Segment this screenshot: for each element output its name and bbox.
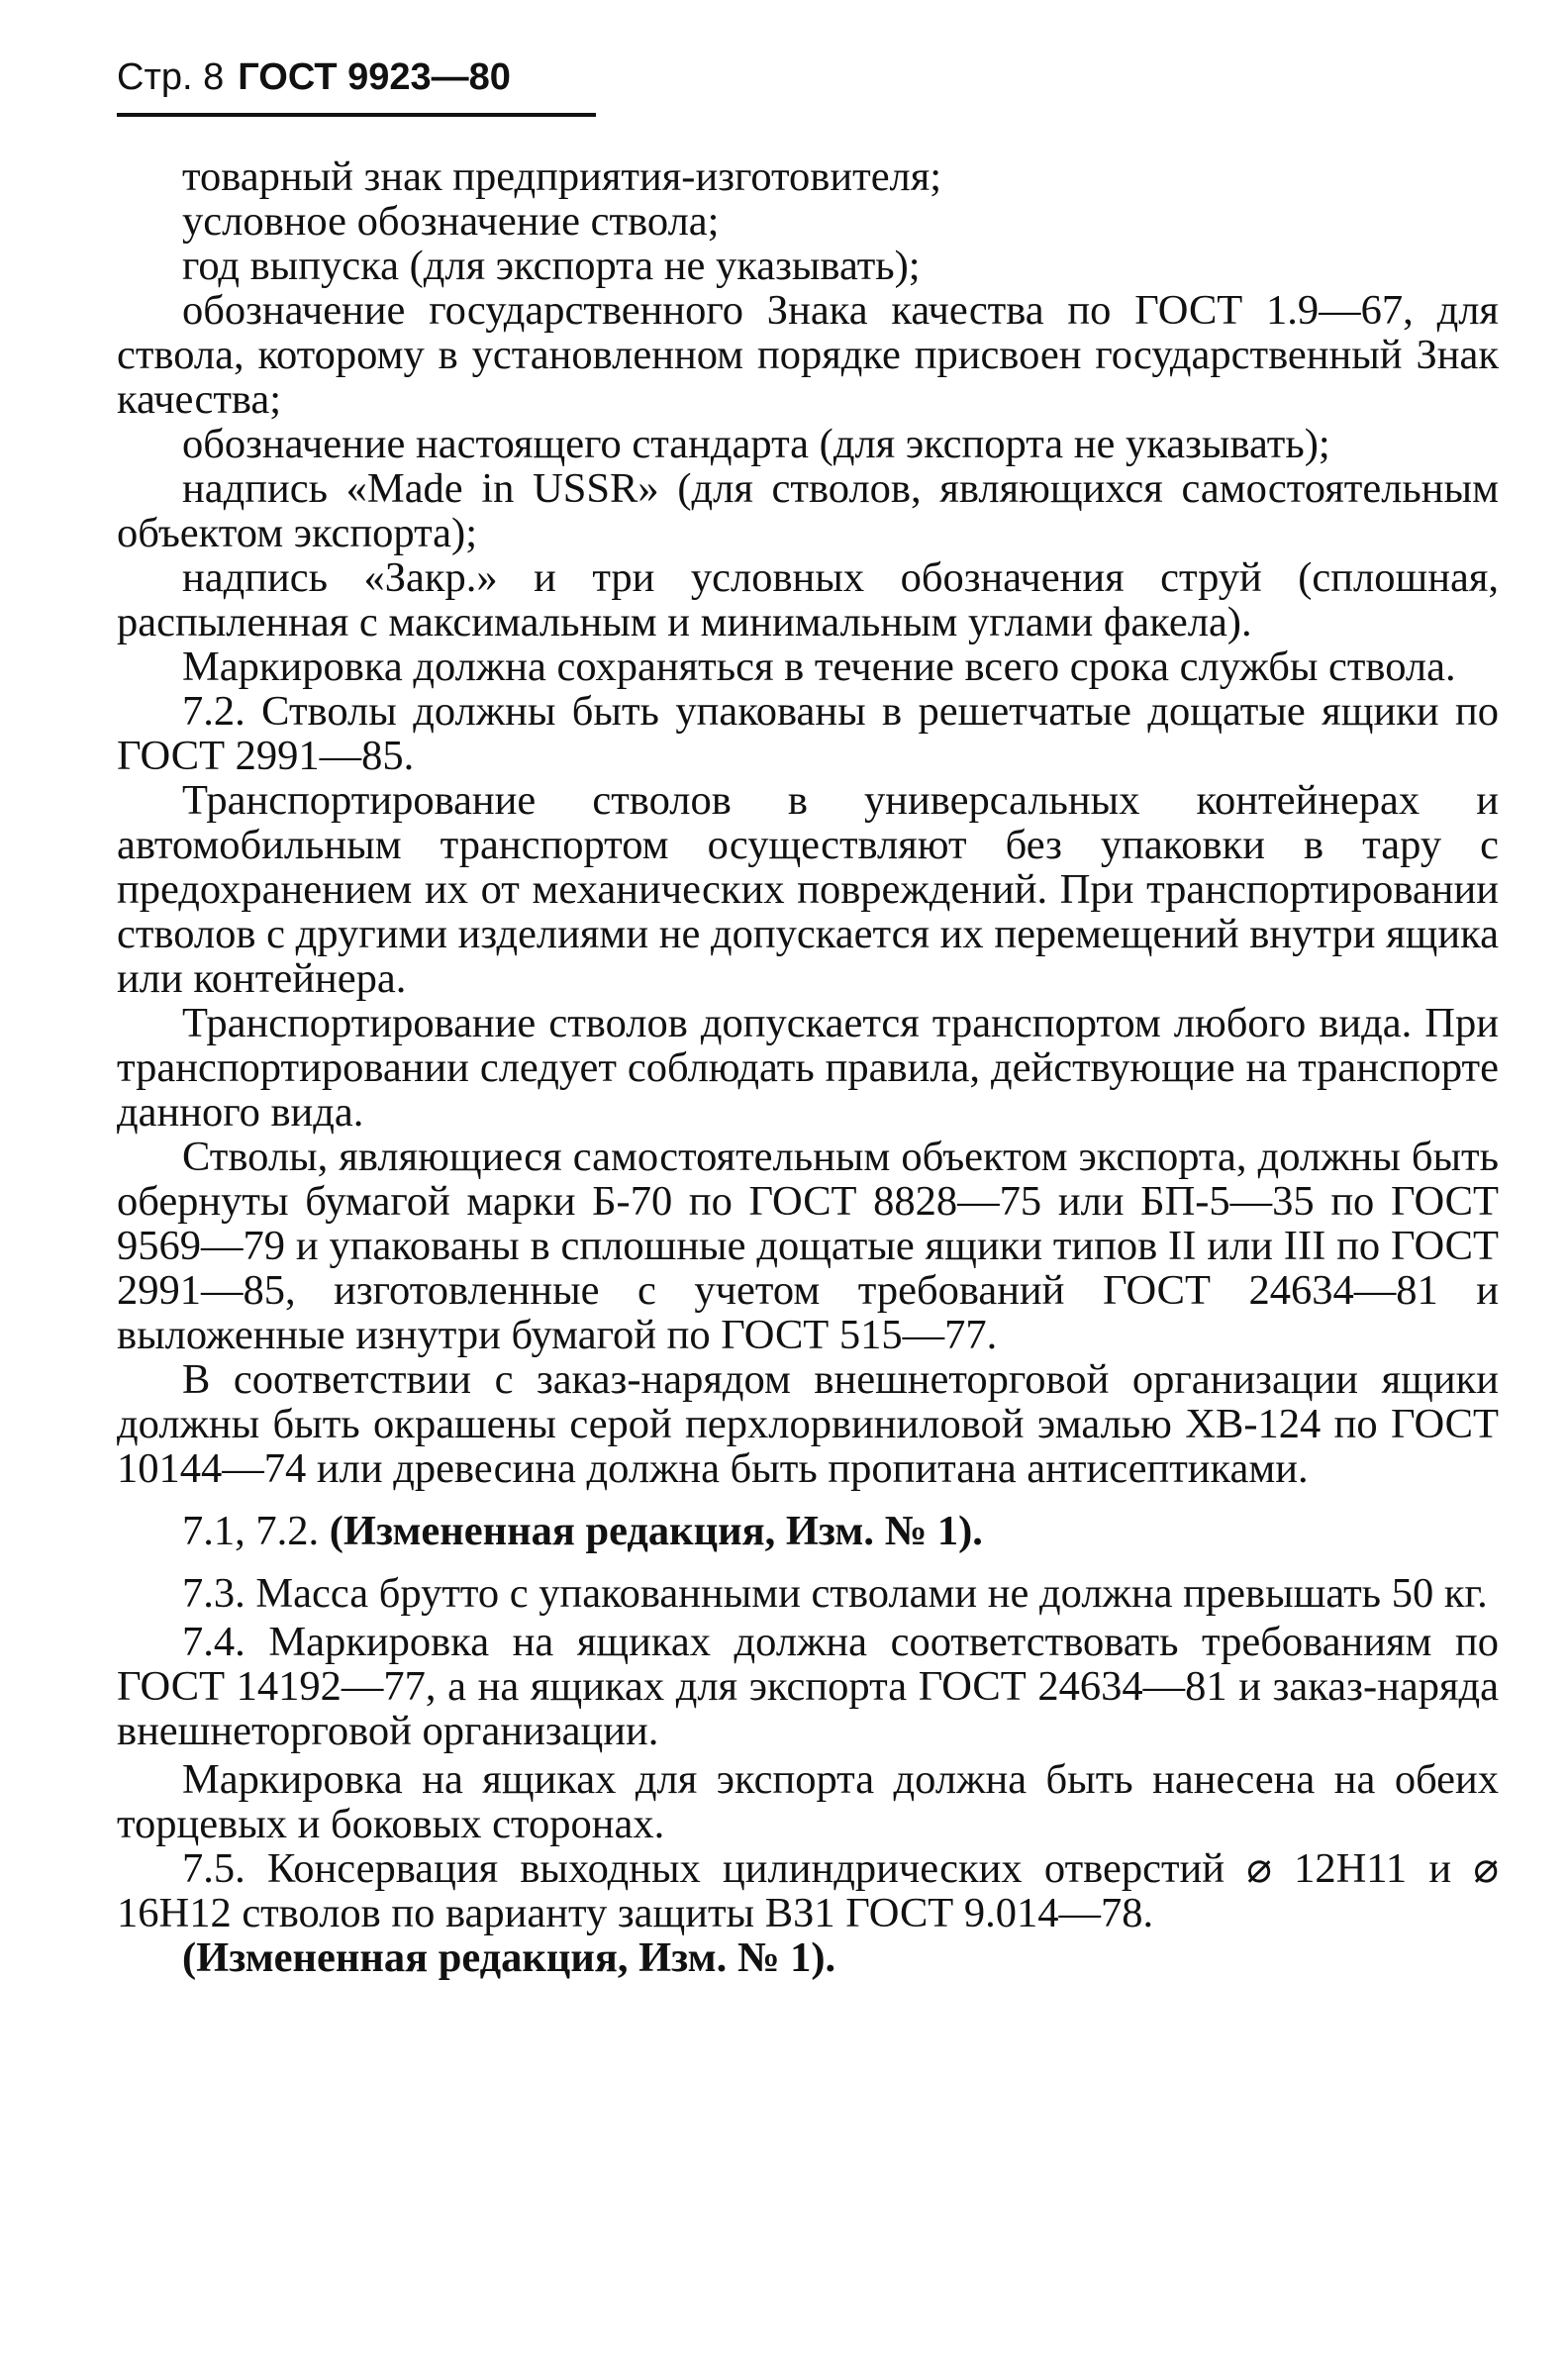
paragraph: условное обозначение ствола;: [182, 198, 720, 245]
page-header: [117, 53, 511, 101]
paragraph: Стволы, являющиеся самостоятельным объектом экспорта, должны быть обернуты бумагой марки Б-70 по ГОСТ 8828—75 или БП-5—35 по ГОСТ 9569—79 и упакованы в сплошные дощатые ящики типов II или III по ГОСТ 2991—85, изготовленные с учетом требований ГОСТ 24634—81 и выложенные изнутри бумагой по ГОСТ 515—77.: [117, 1134, 1499, 1358]
amendment-text: (Измененная редакция, Изм. № 1).: [182, 1934, 836, 1981]
standard-number: ГОСТ 9923—80: [238, 56, 511, 98]
paragraph: 7.2. Стволы должны быть упакованы в решетчатые дощатые ящики по ГОСТ 2991—85.: [117, 688, 1499, 779]
paragraph: В соответствии с заказ-нарядом внешнеторговой организации ящики должны быть окрашены серой перхлорвиниловой эмалью ХВ-124 по ГОСТ 10144—74 или древесина должна быть пропитана антисептиками.: [117, 1356, 1499, 1492]
paragraph: Транспортирование стволов допускается транспортом любого вида. При транспортировании следует соблюдать правила, действующие на транспорте данного вида.: [117, 1000, 1499, 1136]
paragraph: обозначение государственного Знака качества по ГОСТ 1.9—67, для ствола, которому в установленном порядке присвоен государственный Знак качества;: [117, 287, 1499, 423]
paragraph: Маркировка на ящиках для экспорта должна быть нанесена на обеих торцевых и боковых сторонах.: [117, 1756, 1499, 1847]
paragraph: 7.4. Маркировка на ящиках должна соответствовать требованиям по ГОСТ 14192—77, а на ящиках для экспорта ГОСТ 24634—81 и заказ-наряда внешнеторговой организации.: [117, 1619, 1499, 1754]
paragraph: Маркировка должна сохраняться в течение всего срока службы ствола.: [182, 643, 1456, 690]
page-number: Стр. 8: [117, 56, 225, 98]
paragraph: товарный знак предприятия-изготовителя;: [182, 153, 942, 200]
document-body: [117, 154, 1499, 1980]
paragraph: 7.5. Консервация выходных цилиндрических отверстий ⌀ 12Н11 и ⌀ 16Н12 стволов по варианту защиты ВЗ1 ГОСТ 9.014—78.: [117, 1845, 1499, 1936]
header-rule: [117, 113, 596, 117]
paragraph: Транспортирование стволов в универсальных контейнерах и автомобильным транспортом осуществляют без упаковки в тару с предохранением их от механических повреждений. При транспортировании стволов с другими изделиями не допускается их перемещений внутри ящика или контейнера.: [117, 777, 1499, 1002]
amendment-prefix: 7.1, 7.2.: [182, 1508, 320, 1554]
paragraph: надпись «Made in USSR» (для стволов, являющихся самостоятельным объектом экспорта);: [117, 465, 1499, 556]
paragraph: надпись «Закр.» и три условных обозначения струй (сплошная, распыленная с максимальным и минимальным углами факела).: [117, 554, 1499, 645]
amendment-text: (Измененная редакция, Изм. № 1).: [329, 1508, 983, 1554]
paragraph: обозначение настоящего стандарта (для экспорта не указывать);: [182, 421, 1330, 467]
amendment-note: [117, 1509, 1499, 1553]
paragraph: 7.3. Масса брутто с упакованными стволами не должна превышать 50 кг.: [182, 1570, 1488, 1617]
paragraph: год выпуска (для экспорта не указывать);: [182, 243, 921, 289]
amendment-note: [117, 1935, 1499, 1980]
